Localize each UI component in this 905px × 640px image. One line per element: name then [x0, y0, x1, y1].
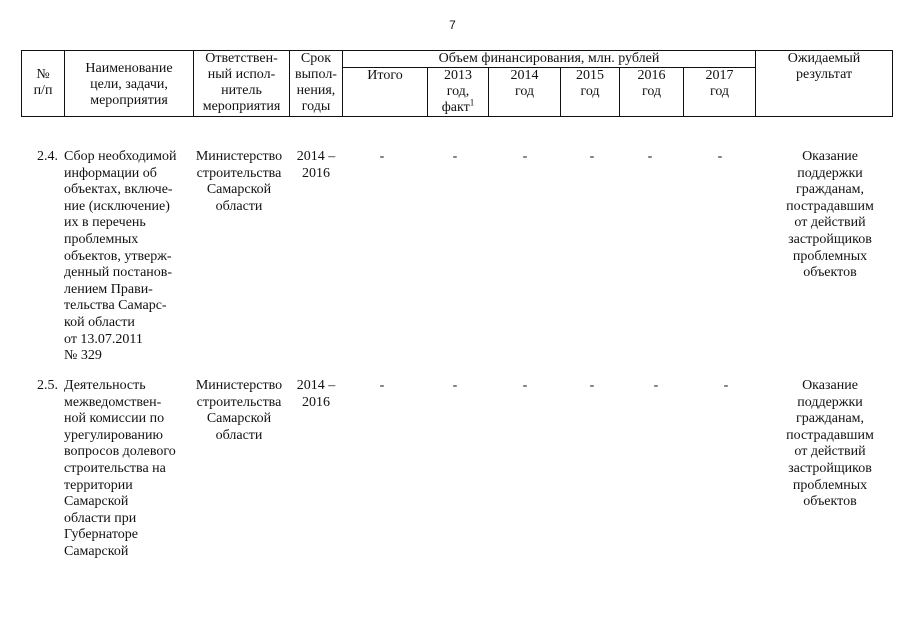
row-2015: -: [589, 378, 595, 393]
row-2014: -: [522, 149, 528, 164]
row-name: Сбор необходимой информации об объектах, включе- ние (исключение) их в перечень проблемных объектов, утверж- денный постанов- лением Прави- тельства Самарс- кой области от 13.07.2011 № 329: [64, 149, 177, 364]
row-2014: -: [522, 378, 528, 393]
header-total: Итого: [343, 68, 428, 117]
header-num: № п/п: [22, 51, 65, 117]
row-responsible: Министерство строительства Самарской области: [195, 149, 283, 214]
row-result: Оказание поддержки гражданам, пострадавшим от действий застройщиков проблемных объектов: [786, 149, 874, 281]
header-2017: 2017 год: [684, 68, 756, 117]
row-term: 2014 – 2016: [296, 378, 336, 410]
row-number: 2.4.: [37, 149, 58, 164]
row-result: Оказание поддержки гражданам, пострадавшим от действий застройщиков проблемных объектов: [786, 378, 874, 510]
row-2013: -: [452, 378, 458, 393]
row-2016: -: [653, 378, 659, 393]
page-number: 7: [449, 18, 456, 32]
header-2013: [428, 68, 489, 117]
table-header: [21, 50, 893, 117]
header-name: Наименование цели, задачи, мероприятия: [65, 51, 194, 117]
row-total: -: [379, 149, 385, 164]
header-2016: 2016 год: [620, 68, 684, 117]
row-2016: -: [647, 149, 653, 164]
header-financing: Объем финансирования, млн. рублей: [343, 51, 756, 68]
row-2017: -: [717, 149, 723, 164]
row-term: 2014 – 2016: [296, 149, 336, 181]
row-2015: -: [589, 149, 595, 164]
header-responsible: Ответствен- ный испол- нитель мероприятия: [194, 51, 290, 117]
header-term: Срок выпол- нения, годы: [290, 51, 343, 117]
row-name: Деятельность межведомствен- ной комиссии по урегулированию вопросов долевого строительства на территории Самарской области при Губернаторе Самарской: [64, 378, 176, 559]
row-2013: -: [452, 149, 458, 164]
row-2017: -: [723, 378, 729, 393]
row-total: -: [379, 378, 385, 393]
header-2013-label: 2013 год, факт: [441, 68, 472, 115]
footnote-marker: 1: [469, 97, 475, 108]
row-responsible: Министерство строительства Самарской области: [195, 378, 283, 443]
header-2014: 2014 год: [489, 68, 561, 117]
header-2015: 2015 год: [561, 68, 620, 117]
header-result: Ожидаемый результат: [756, 51, 893, 117]
row-number: 2.5.: [37, 378, 58, 393]
